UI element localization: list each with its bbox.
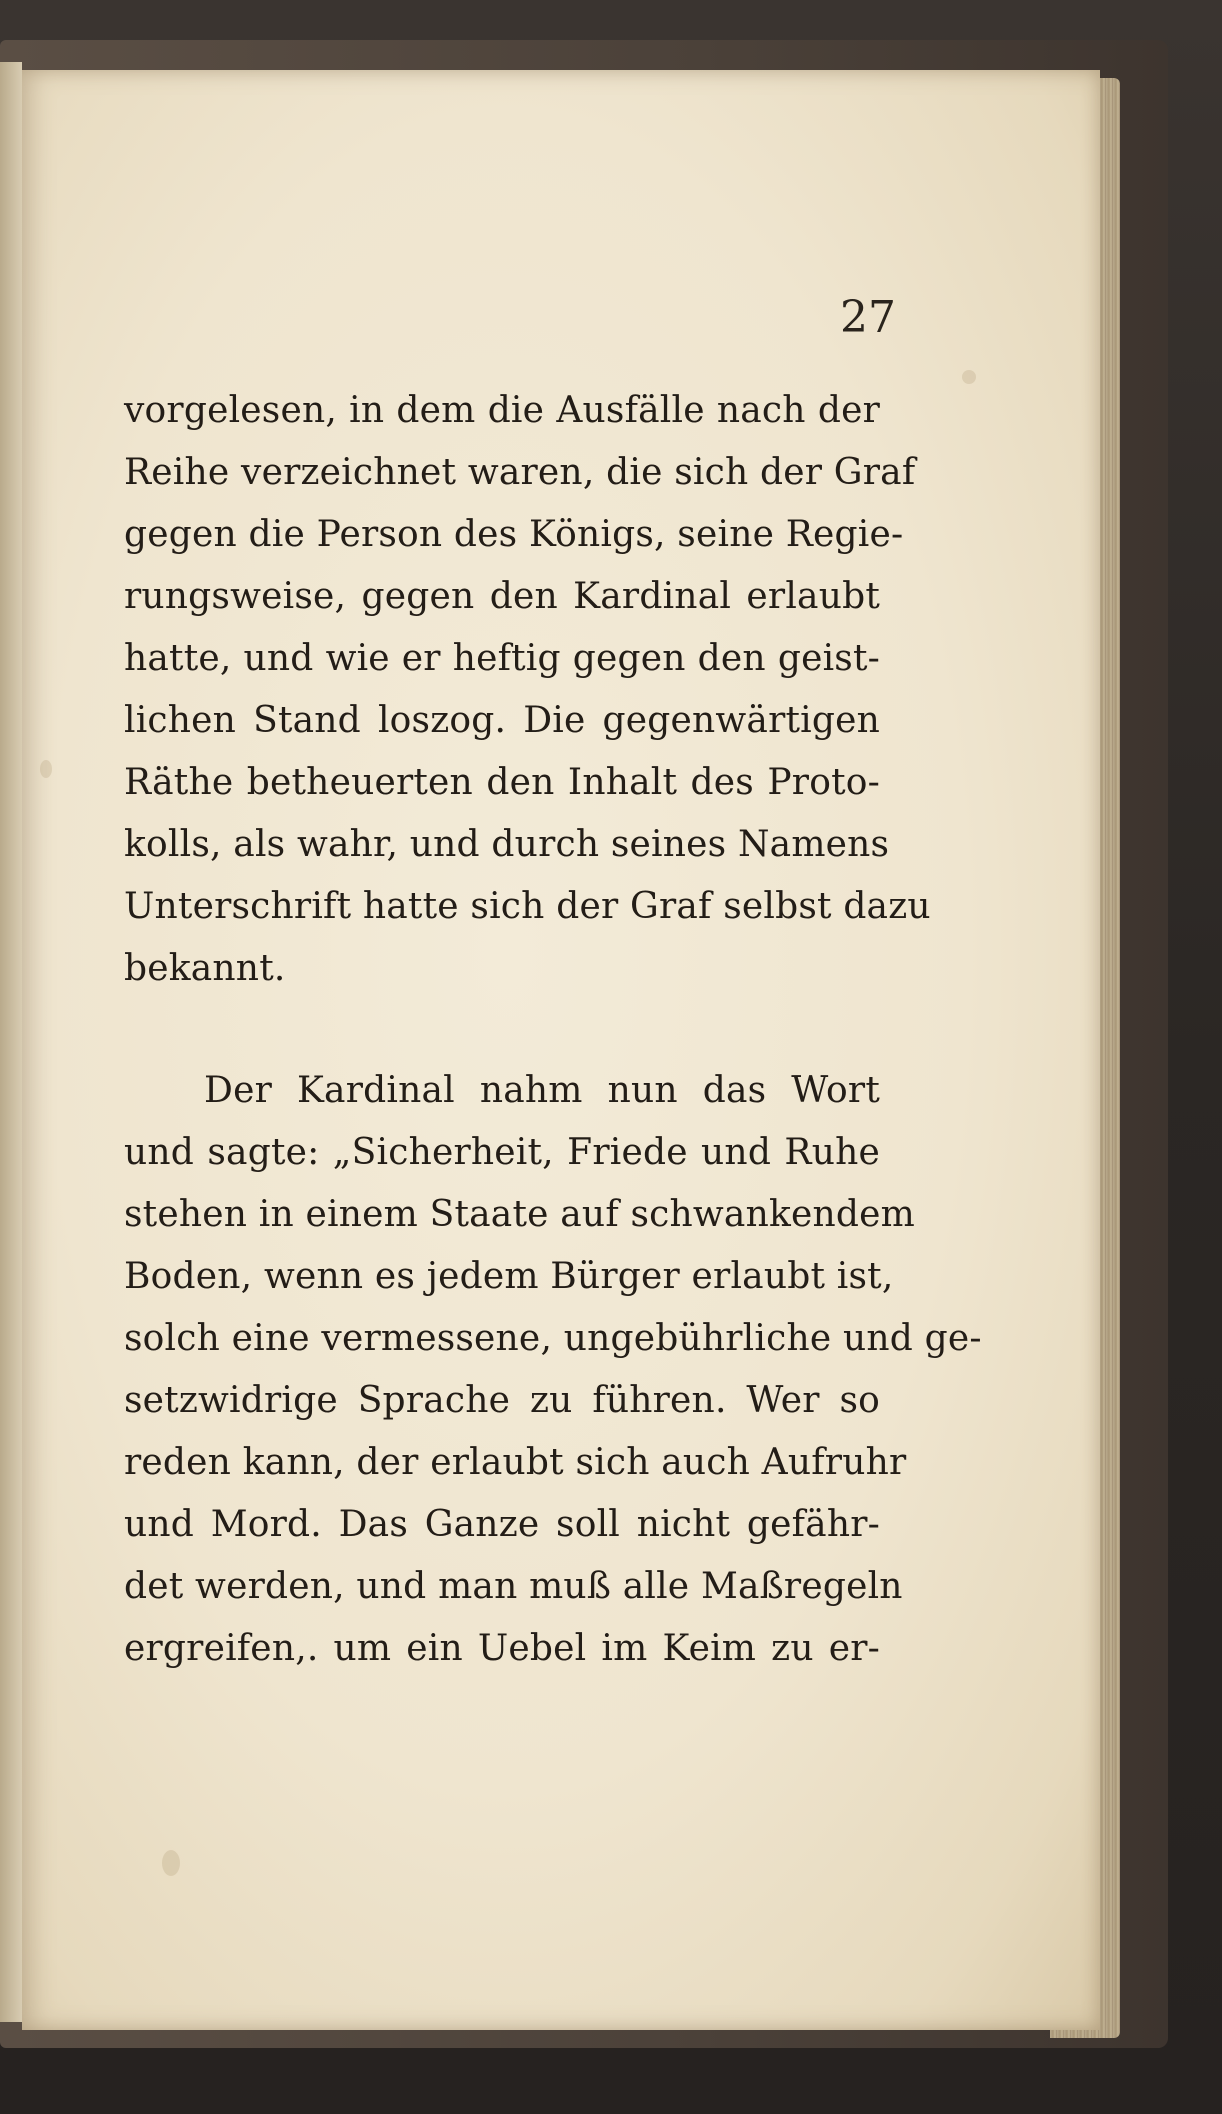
text-line: setzwidrige Sprache zu führen. Wer so — [124, 1380, 880, 1421]
text-line-indented: Der Kardinal nahm nun das Wort — [204, 1070, 880, 1111]
text-line: det werden, und man muß alle Maßregeln — [124, 1566, 903, 1607]
text-line: solch eine vermessene, ungebührliche und ge- — [124, 1318, 982, 1359]
text-line: stehen in einem Staate auf schwankendem — [124, 1194, 915, 1235]
text-line: Unterschrift hatte sich der Graf selbst dazu — [124, 886, 931, 927]
text-line: reden kann, der erlaubt sich auch Aufruhr — [124, 1442, 907, 1483]
paragraph-2 — [124, 1060, 982, 1680]
text-line: und sagte: „Sicherheit, Friede und Ruhe — [124, 1132, 880, 1173]
paragraph-1 — [124, 380, 931, 1000]
body-text — [124, 380, 982, 1680]
text-line: Boden, wenn es jedem Bürger erlaubt ist, — [124, 1256, 894, 1297]
page-number: 27 — [840, 292, 896, 343]
text-line: kolls, als wahr, und durch seines Namens — [124, 824, 890, 865]
paper-stain — [962, 370, 976, 384]
text-line: lichen Stand loszog. Die gegenwärtigen — [124, 700, 880, 741]
text-line: rungsweise, gegen den Kardinal erlaubt — [124, 576, 880, 617]
paragraph-gap — [124, 1000, 880, 1060]
text-line: vorgelesen, in dem die Ausfälle nach der — [124, 390, 880, 431]
text-line: gegen die Person des Königs, seine Regie- — [124, 514, 904, 555]
text-line: ergreifen,. um ein Uebel im Keim zu er- — [124, 1628, 880, 1669]
text-line-last: bekannt. — [124, 948, 286, 989]
text-line: Reihe verzeichnet waren, die sich der Graf — [124, 452, 916, 493]
facing-page-edge — [0, 62, 22, 2022]
text-line: hatte, und wie er heftig gegen den geist- — [124, 638, 880, 679]
text-line: und Mord. Das Ganze soll nicht gefähr- — [124, 1504, 880, 1545]
paper-stain — [162, 1850, 180, 1876]
paper-stain — [40, 760, 52, 778]
text-line: Räthe betheuerten den Inhalt des Proto- — [124, 762, 880, 803]
